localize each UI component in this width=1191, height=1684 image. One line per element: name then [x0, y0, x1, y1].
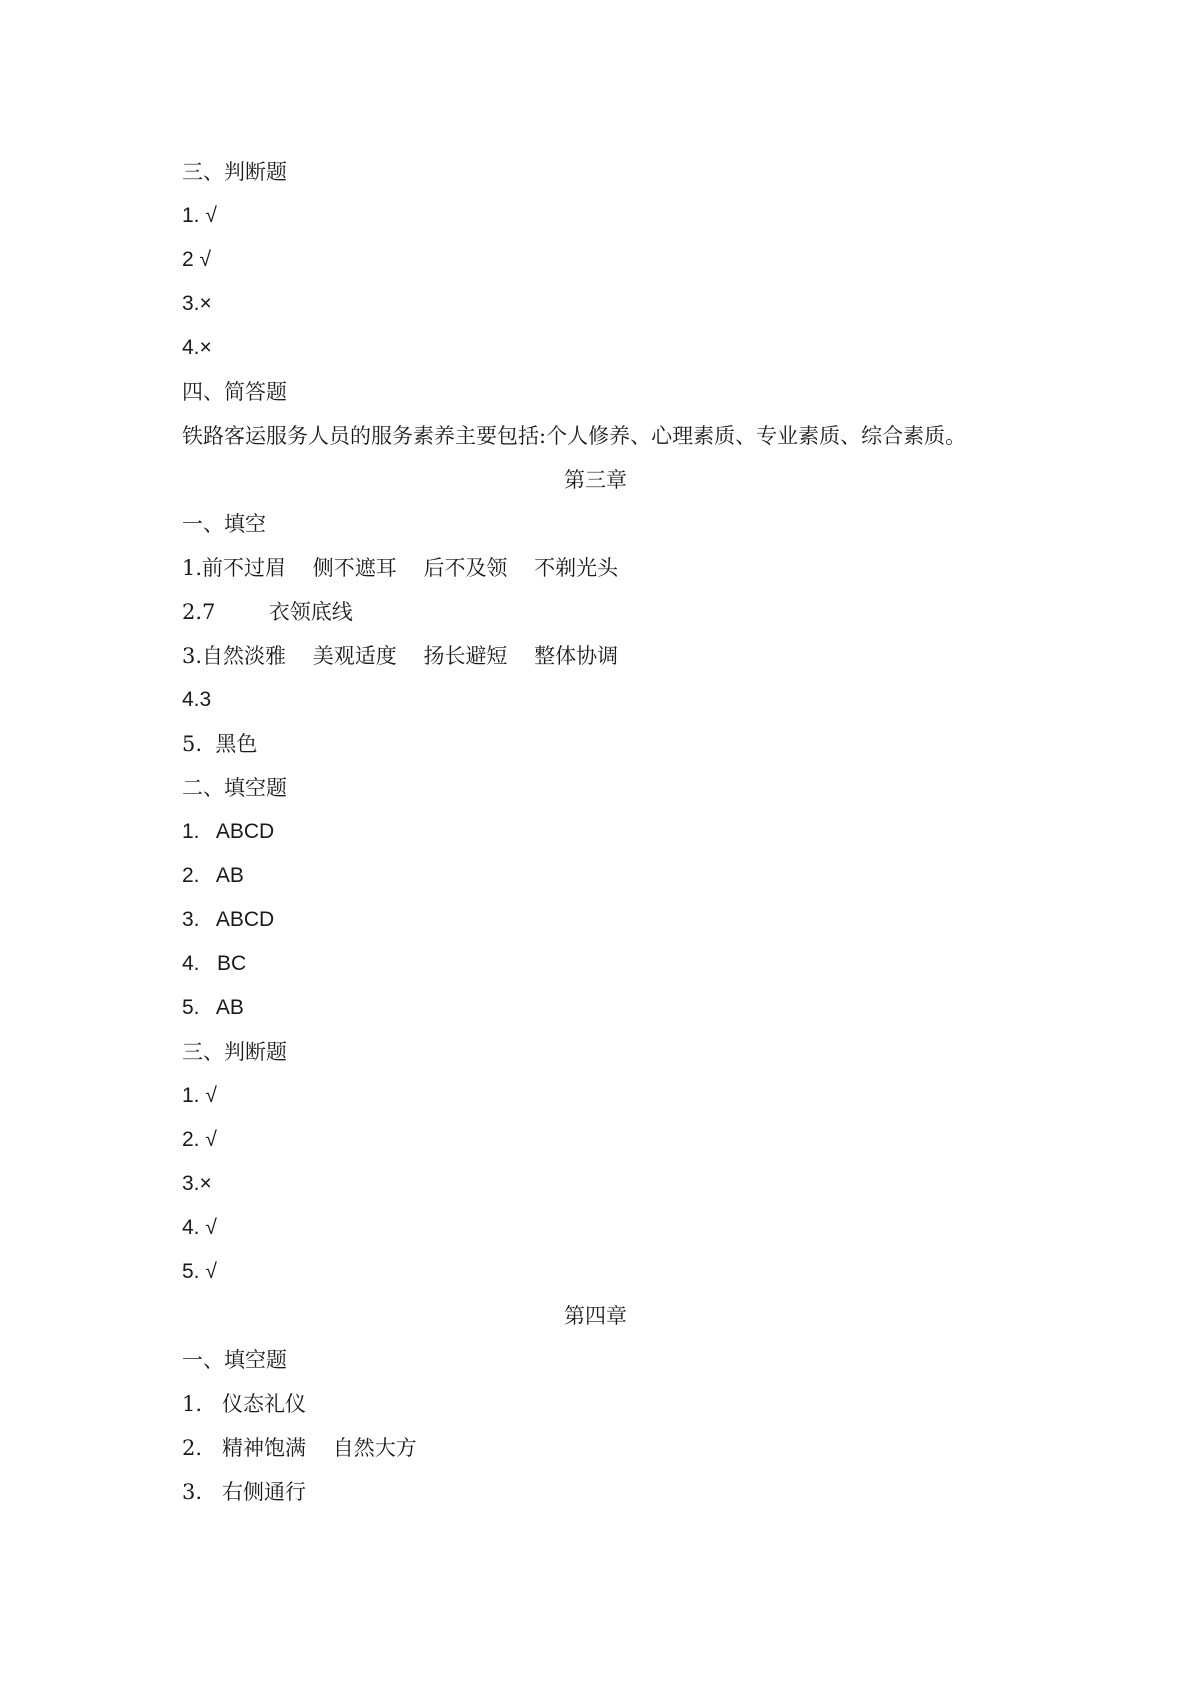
answer-line: 1. ABCD [182, 820, 275, 843]
answer-line: 2. AB [182, 864, 244, 887]
answer-line: 3. 右侧通行 [182, 1480, 307, 1504]
answer-line: 1. √ [182, 204, 217, 227]
section-heading-fill: 一、填空题 [182, 1348, 287, 1372]
answer-line: 5. √ [182, 1260, 217, 1283]
answer-line: 4.3 [182, 688, 212, 711]
section-heading-choice: 二、填空题 [182, 776, 287, 800]
answer-line: 4. √ [182, 1216, 217, 1239]
chapter-title: 第四章 [564, 1304, 627, 1328]
answer-line: 4. BC [182, 952, 247, 975]
answer-line: 3.× [182, 1172, 212, 1195]
answer-line: 3.自然淡雅 美观适度 扬长避短 整体协调 [182, 644, 619, 668]
answer-line: 4.× [182, 336, 212, 359]
section-heading-judgment: 三、判断题 [182, 160, 287, 184]
chapter-title: 第三章 [564, 468, 627, 492]
section-heading-judgment: 三、判断题 [182, 1040, 287, 1064]
answer-line: 2. 精神饱满 自然大方 [182, 1436, 417, 1460]
answer-line: 2 √ [182, 248, 212, 271]
answer-line: 3.× [182, 292, 212, 315]
answer-line: 5. AB [182, 996, 244, 1019]
answer-line: 1. √ [182, 1084, 217, 1107]
answer-line: 1.前不过眉 侧不遮耳 后不及领 不剃光头 [182, 556, 619, 580]
answer-line: 1. 仪态礼仪 [182, 1392, 307, 1416]
answer-line: 2.7 衣领底线 [182, 600, 353, 624]
section-heading-fill: 一、填空 [182, 512, 266, 536]
answer-line: 2. √ [182, 1128, 217, 1151]
answer-line: 5. 黑色 [182, 732, 258, 756]
short-answer-text: 铁路客运服务人员的服务素养主要包括:个人修养、心理素质、专业素质、综合素质。 [182, 424, 967, 448]
answer-line: 3. ABCD [182, 908, 275, 931]
section-heading-short-answer: 四、简答题 [182, 380, 287, 404]
